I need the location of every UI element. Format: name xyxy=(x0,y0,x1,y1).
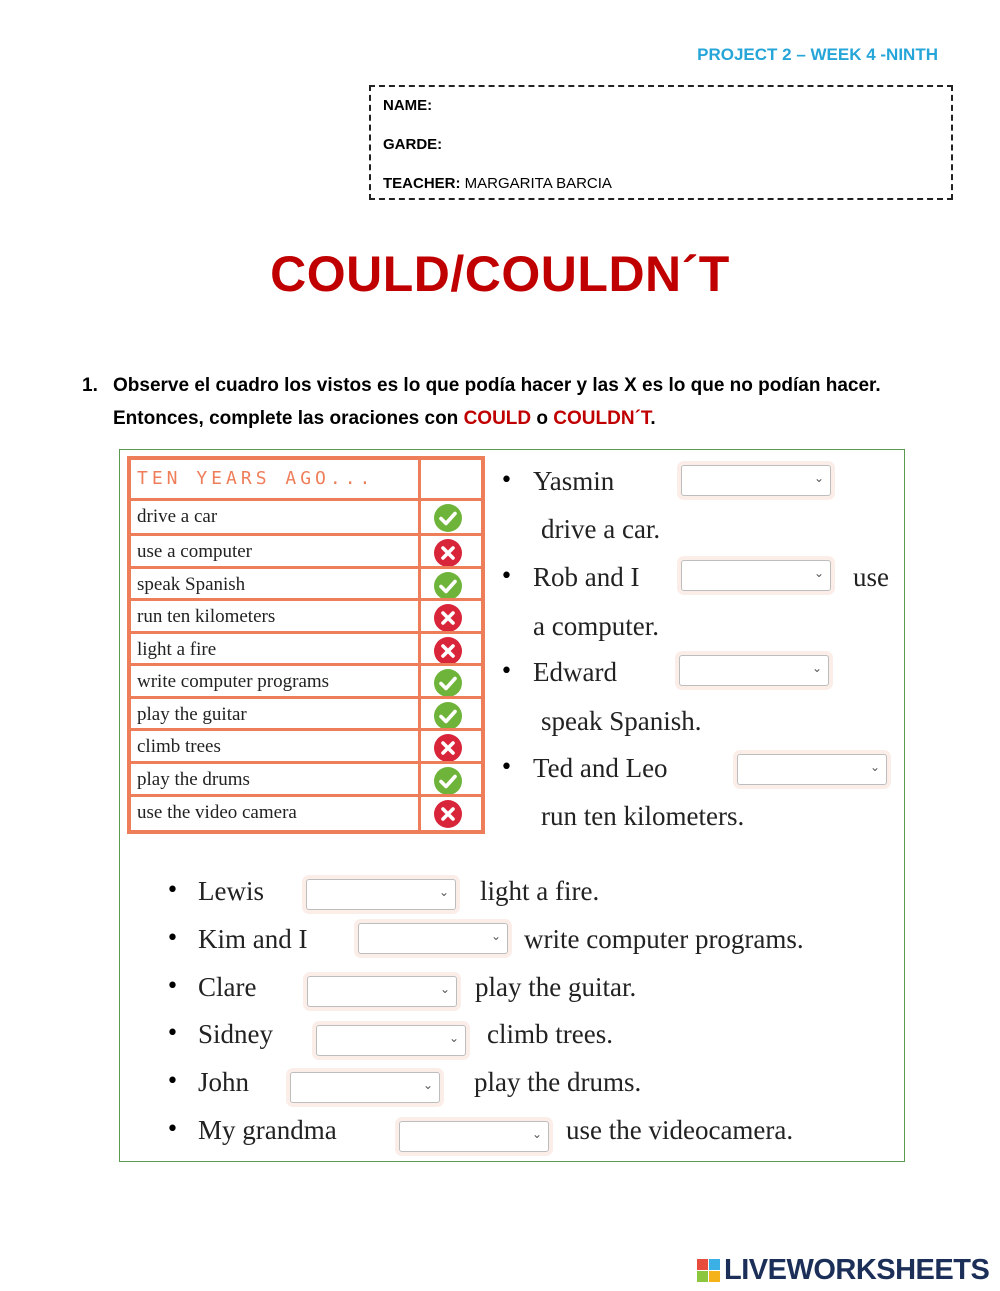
table-row xyxy=(131,699,481,731)
answer-dropdown-6[interactable] xyxy=(358,923,508,954)
sentence-rest: a computer. xyxy=(533,611,659,641)
bullet: • xyxy=(166,926,179,951)
activity-label: run ten kilometers xyxy=(137,606,276,627)
exercise-panel xyxy=(119,449,905,1162)
bullet: • xyxy=(166,878,179,903)
ten-years-ago-table xyxy=(127,456,485,834)
table-row xyxy=(131,731,481,763)
instruction-text-end: . xyxy=(650,408,656,429)
sentence-subject: Yasmin xyxy=(533,466,615,496)
chevron-down-icon: ⌄ xyxy=(490,929,501,943)
sentence-subject: Edward xyxy=(533,657,617,687)
name-label: NAME: xyxy=(383,97,433,114)
bullet: • xyxy=(166,1021,179,1046)
check-icon xyxy=(434,767,462,795)
sentence-rest: climb trees. xyxy=(487,1019,613,1049)
activity-label: play the drums xyxy=(137,769,250,790)
cross-icon xyxy=(434,604,462,632)
sentence-rest: run ten kilometers. xyxy=(541,801,745,831)
bullet: • xyxy=(166,1069,179,1094)
chevron-down-icon: ⌄ xyxy=(438,885,449,899)
table-heading: TEN YEARS AGO... xyxy=(137,468,375,489)
check-icon xyxy=(434,572,462,600)
chevron-down-icon: ⌄ xyxy=(813,566,824,580)
table-row xyxy=(131,601,481,633)
table-row xyxy=(131,634,481,666)
sentence-rest: use the videocamera. xyxy=(566,1115,794,1145)
instruction-text-part2: o xyxy=(531,408,554,429)
answer-dropdown-9[interactable] xyxy=(290,1072,440,1103)
activity-label: speak Spanish xyxy=(137,574,246,595)
name-row xyxy=(383,97,432,114)
chevron-down-icon: ⌄ xyxy=(448,1031,459,1045)
activity-label: use a computer xyxy=(137,541,253,562)
table-row xyxy=(131,797,481,829)
sentence-subject: Clare xyxy=(198,972,257,1002)
keyword-could: COULD xyxy=(463,408,532,429)
cross-icon xyxy=(434,539,462,567)
activity-label: play the guitar xyxy=(137,704,247,725)
bullet: • xyxy=(500,659,513,684)
bullet: • xyxy=(166,1117,179,1142)
chevron-down-icon: ⌄ xyxy=(813,471,824,485)
sentence-subject: Rob and I xyxy=(533,562,640,592)
table-row xyxy=(131,569,481,601)
chevron-down-icon: ⌄ xyxy=(422,1078,433,1092)
activity-label: climb trees xyxy=(137,736,221,757)
grade-row xyxy=(383,136,442,153)
instruction-number: 1. xyxy=(82,375,98,396)
bullet: • xyxy=(500,755,513,780)
sentence-subject: Sidney xyxy=(198,1019,274,1049)
instruction-text-part1: Observe el cuadro los vistos es lo que podía hacer y las X es lo que no podían hacer. Entonces, complete las oraciones con xyxy=(113,375,881,429)
check-icon xyxy=(434,669,462,697)
bullet: • xyxy=(166,974,179,999)
chevron-down-icon: ⌄ xyxy=(811,661,822,675)
chevron-down-icon: ⌄ xyxy=(531,1127,542,1141)
keyword-couldnt: COULDN´T xyxy=(553,408,651,429)
sentence-rest: write computer programs. xyxy=(524,924,804,954)
sentence-subject: Ted and Leo xyxy=(533,753,668,783)
teacher-label: TEACHER: xyxy=(383,175,461,192)
sentence-subject: Kim and I xyxy=(198,924,308,954)
sentence-subject: John xyxy=(198,1067,250,1097)
answer-dropdown-8[interactable] xyxy=(316,1025,466,1056)
check-icon xyxy=(434,504,462,532)
table-row xyxy=(131,666,481,698)
answer-dropdown-7[interactable] xyxy=(307,976,457,1007)
sentence-rest: play the drums. xyxy=(474,1067,642,1097)
cross-icon xyxy=(434,734,462,762)
cross-icon xyxy=(434,800,462,828)
answer-dropdown-2[interactable] xyxy=(681,560,831,591)
activity-label: use the video camera xyxy=(137,802,297,823)
teacher-row xyxy=(383,175,612,192)
answer-dropdown-10[interactable] xyxy=(399,1121,549,1152)
answer-dropdown-3[interactable] xyxy=(679,655,829,686)
sentence-rest: drive a car. xyxy=(541,514,661,544)
table-row xyxy=(131,501,481,533)
answer-dropdown-4[interactable] xyxy=(737,754,887,785)
sentence-rest: play the guitar. xyxy=(475,972,637,1002)
chevron-down-icon: ⌄ xyxy=(869,760,880,774)
sentence-subject: Lewis xyxy=(198,876,264,906)
project-label: PROJECT 2 – WEEK 4 -NINTH xyxy=(697,45,938,64)
activity-label: drive a car xyxy=(137,506,218,527)
sentence-subject: My grandma xyxy=(198,1115,337,1145)
bullet: • xyxy=(500,468,513,493)
sentence-rest: speak Spanish. xyxy=(541,706,702,736)
instruction-text xyxy=(113,369,963,435)
cross-icon xyxy=(434,637,462,665)
activity-label: light a fire xyxy=(137,639,217,660)
answer-dropdown-1[interactable] xyxy=(681,465,831,496)
sentence-after: use xyxy=(853,562,889,592)
answer-dropdown-5[interactable] xyxy=(306,879,456,910)
table-row xyxy=(131,764,481,796)
teacher-name: MARGARITA BARCIA xyxy=(464,175,612,192)
activity-label: write computer programs xyxy=(137,671,330,692)
sentence-rest: light a fire. xyxy=(480,876,600,906)
page-title: COULD/COULDN´T xyxy=(270,246,730,302)
logo-mark-icon xyxy=(697,1259,721,1283)
check-icon xyxy=(434,702,462,730)
table-row xyxy=(131,536,481,568)
student-info-box xyxy=(369,85,953,200)
bullet: • xyxy=(500,564,513,589)
chevron-down-icon: ⌄ xyxy=(439,982,450,996)
grade-label: GARDE: xyxy=(383,136,443,153)
logo-text: LIVEWORKSHEETS xyxy=(724,1254,990,1286)
